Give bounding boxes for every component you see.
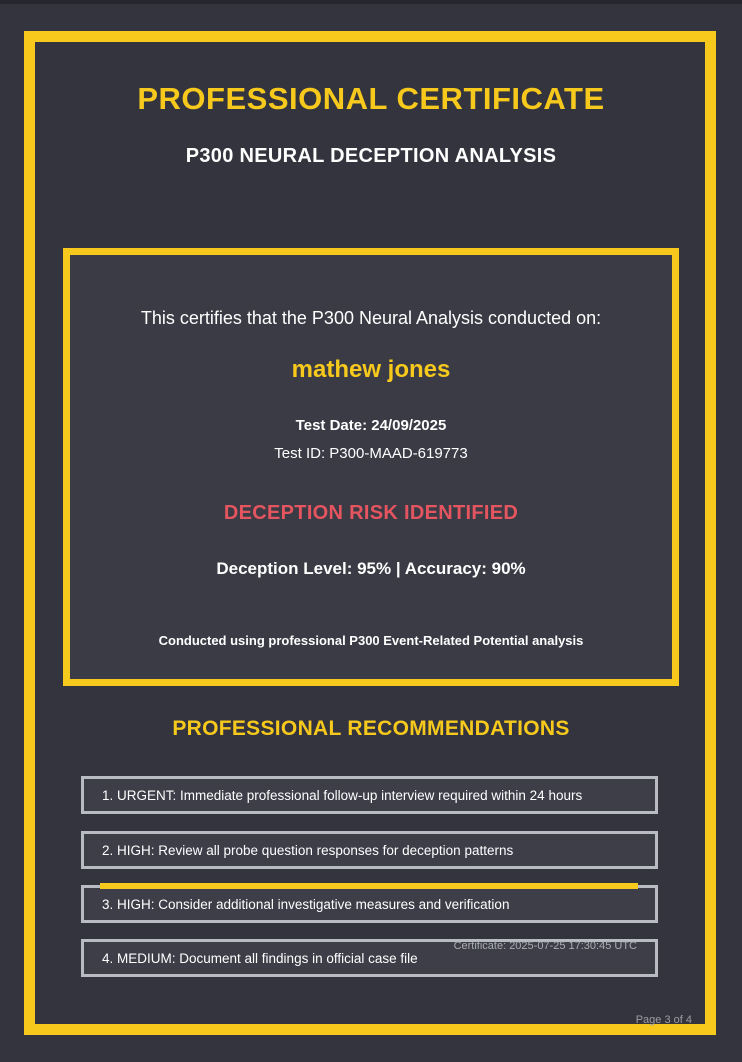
recommendation-item: 3. HIGH: Consider additional investigative measures and verification xyxy=(81,885,658,923)
recommendation-item: 1. URGENT: Immediate professional follow-up interview required within 24 hours xyxy=(81,776,658,814)
risk-status: DECEPTION RISK IDENTIFIED xyxy=(223,502,519,524)
metrics-line: Deception Level: 95% | Accuracy: 90% xyxy=(216,559,526,578)
test-date: Test Date: 24/09/2025 xyxy=(295,417,447,434)
method-note: Conducted using professional P300 Event-Related Potential analysis xyxy=(158,633,584,648)
subject-name: mathew jones xyxy=(291,356,451,383)
certify-intro-text: This certifies that the P300 Neural Analysis conducted on: xyxy=(140,308,602,328)
recommendation-item: 2. HIGH: Review all probe question responses for deception patterns xyxy=(81,831,658,869)
window-top-edge xyxy=(0,0,742,4)
page-number: Page 3 of 4 xyxy=(635,1014,692,1026)
recommendations-heading: PROFESSIONAL RECOMMENDATIONS xyxy=(172,717,570,740)
yellow-divider-bar xyxy=(100,883,638,889)
certificate-timestamp: Certificate: 2025-07-25 17:30:45 UTC xyxy=(453,940,637,952)
page-title: PROFESSIONAL CERTIFICATE xyxy=(137,81,605,116)
test-id: Test ID: P300-MAAD-619773 xyxy=(274,445,468,462)
page-subtitle: P300 NEURAL DECEPTION ANALYSIS xyxy=(185,145,557,167)
recommendation-item: 4. MEDIUM: Document all findings in official case file xyxy=(81,939,658,977)
certificate-panel xyxy=(63,248,679,686)
